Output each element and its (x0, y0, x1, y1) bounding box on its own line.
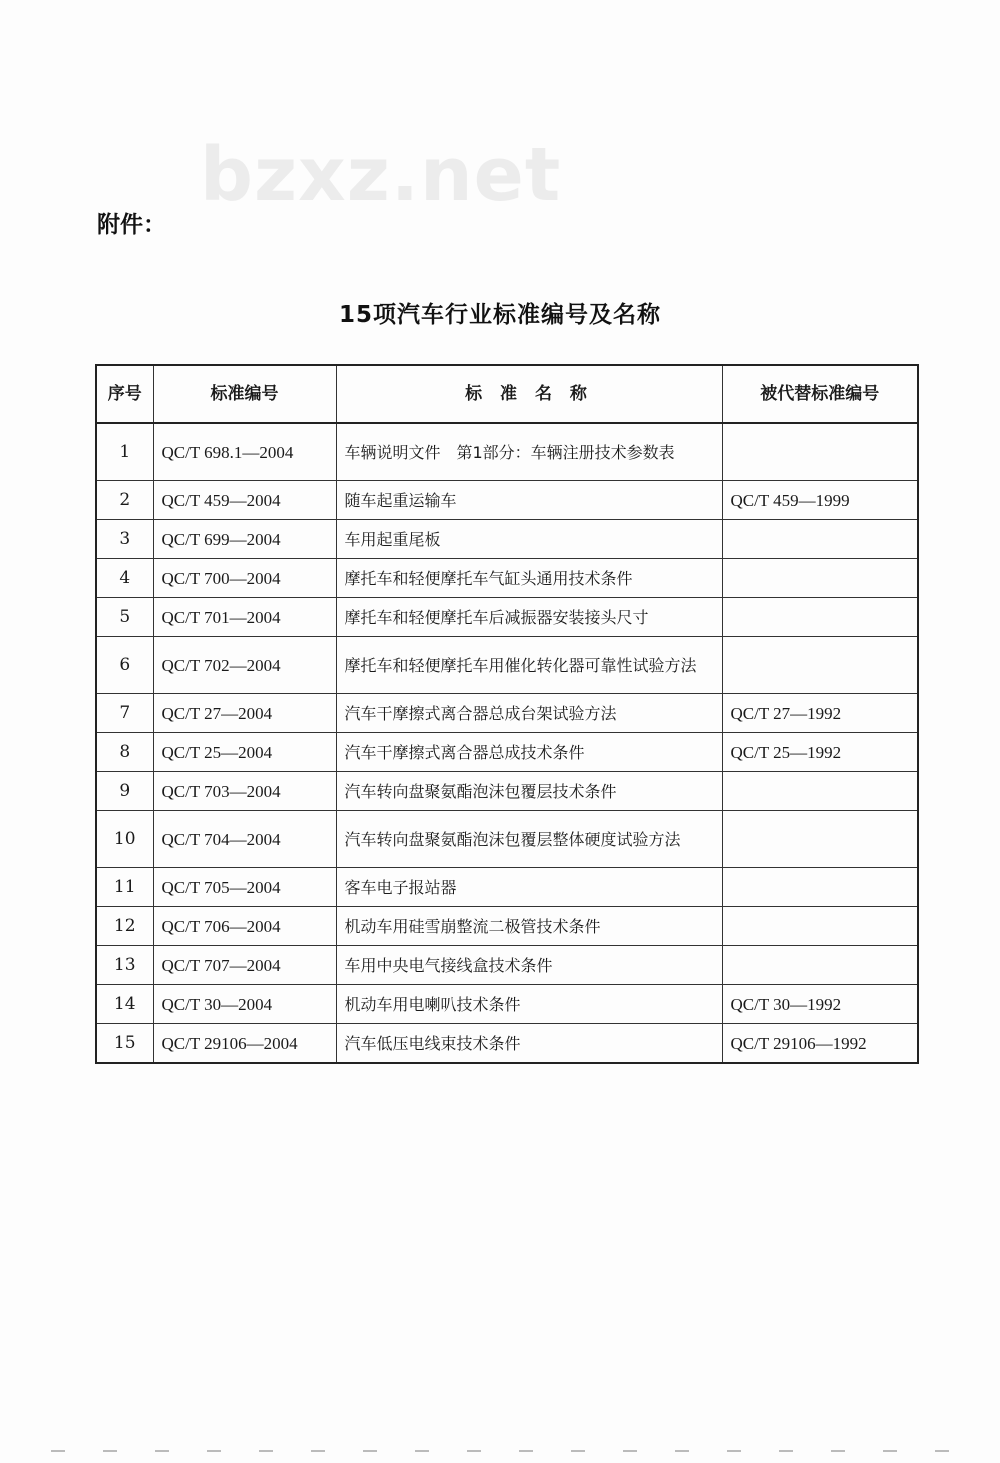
cell-standard-code: QC/T 706—2004 (153, 907, 336, 946)
cell-replaced-code (722, 598, 918, 637)
header-serial: 序号 (96, 365, 153, 423)
header-standard-code: 标准编号 (153, 365, 336, 423)
cell-replaced-code (722, 907, 918, 946)
page-title: 15项汽车行业标准编号及名称 (338, 302, 661, 328)
page-bottom-scan-marks (0, 1450, 1000, 1454)
cell-standard-name: 车辆说明文件 第1部分：车辆注册技术参数表 (336, 423, 722, 481)
cell-replaced-code (722, 811, 918, 868)
scan-mark (571, 1450, 585, 1452)
attachment-label: 附件： (97, 212, 166, 238)
scan-mark (467, 1450, 481, 1452)
cell-standard-name: 机动车用硅雪崩整流二极管技术条件 (336, 907, 722, 946)
scan-mark (831, 1450, 845, 1452)
scan-mark (935, 1450, 949, 1452)
cell-standard-code: QC/T 30—2004 (153, 985, 336, 1024)
cell-standard-code: QC/T 29106—2004 (153, 1024, 336, 1064)
cell-standard-name: 摩托车和轻便摩托车后减振器安装接头尺寸 (336, 598, 722, 637)
cell-standard-name: 摩托车和轻便摩托车用催化转化器可靠性试验方法 (336, 637, 722, 694)
cell-serial: 13 (96, 946, 153, 985)
cell-replaced-code (722, 520, 918, 559)
table-row (96, 559, 918, 598)
table-row (96, 423, 918, 481)
cell-serial: 10 (96, 811, 153, 868)
table-row (96, 907, 918, 946)
cell-serial: 3 (96, 520, 153, 559)
cell-standard-name: 机动车用电喇叭技术条件 (336, 985, 722, 1024)
cell-serial: 6 (96, 637, 153, 694)
table-row (96, 985, 918, 1024)
table-row (96, 694, 918, 733)
scan-mark (103, 1450, 117, 1452)
cell-replaced-code (722, 559, 918, 598)
cell-replaced-code: QC/T 29106—1992 (722, 1024, 918, 1064)
standards-table (95, 364, 919, 1064)
cell-replaced-code: QC/T 459—1999 (722, 481, 918, 520)
cell-serial: 12 (96, 907, 153, 946)
table-row (96, 946, 918, 985)
scan-mark (727, 1450, 741, 1452)
cell-standard-name: 汽车转向盘聚氨酯泡沫包覆层整体硬度试验方法 (336, 811, 722, 868)
cell-standard-name: 汽车低压电线束技术条件 (336, 1024, 722, 1064)
table-row (96, 772, 918, 811)
table-row (96, 1024, 918, 1064)
header-standard-name: 标 准 名 称 (336, 365, 722, 423)
cell-replaced-code (722, 772, 918, 811)
cell-standard-code: QC/T 704—2004 (153, 811, 336, 868)
cell-standard-name: 汽车干摩擦式离合器总成台架试验方法 (336, 694, 722, 733)
cell-serial: 1 (96, 423, 153, 481)
table-row (96, 637, 918, 694)
watermark: bzxz.net (200, 132, 562, 218)
cell-standard-name: 车用中央电气接线盒技术条件 (336, 946, 722, 985)
cell-standard-code: QC/T 459—2004 (153, 481, 336, 520)
cell-replaced-code: QC/T 30—1992 (722, 985, 918, 1024)
cell-serial: 8 (96, 733, 153, 772)
cell-serial: 7 (96, 694, 153, 733)
cell-standard-code: QC/T 703—2004 (153, 772, 336, 811)
scan-mark (623, 1450, 637, 1452)
cell-replaced-code (722, 946, 918, 985)
table-header-row (96, 365, 918, 423)
scan-mark (363, 1450, 377, 1452)
cell-standard-name: 摩托车和轻便摩托车气缸头通用技术条件 (336, 559, 722, 598)
cell-standard-code: QC/T 25—2004 (153, 733, 336, 772)
scan-mark (883, 1450, 897, 1452)
cell-standard-code: QC/T 707—2004 (153, 946, 336, 985)
cell-standard-name: 汽车转向盘聚氨酯泡沫包覆层技术条件 (336, 772, 722, 811)
cell-replaced-code: QC/T 25—1992 (722, 733, 918, 772)
cell-replaced-code (722, 423, 918, 481)
table-row (96, 868, 918, 907)
table-row (96, 481, 918, 520)
cell-standard-code: QC/T 699—2004 (153, 520, 336, 559)
cell-serial: 14 (96, 985, 153, 1024)
cell-serial: 11 (96, 868, 153, 907)
table-row (96, 733, 918, 772)
cell-replaced-code (722, 637, 918, 694)
cell-standard-code: QC/T 705—2004 (153, 868, 336, 907)
scan-mark (155, 1450, 169, 1452)
cell-standard-name: 随车起重运输车 (336, 481, 722, 520)
cell-replaced-code: QC/T 27—1992 (722, 694, 918, 733)
cell-standard-code: QC/T 701—2004 (153, 598, 336, 637)
cell-standard-name: 客车电子报站器 (336, 868, 722, 907)
scan-mark (675, 1450, 689, 1452)
cell-serial: 2 (96, 481, 153, 520)
header-replaced-code: 被代替标准编号 (722, 365, 918, 423)
cell-serial: 15 (96, 1024, 153, 1064)
scan-mark (259, 1450, 273, 1452)
scan-mark (311, 1450, 325, 1452)
cell-replaced-code (722, 868, 918, 907)
cell-standard-name: 车用起重尾板 (336, 520, 722, 559)
cell-standard-code: QC/T 698.1—2004 (153, 423, 336, 481)
cell-serial: 9 (96, 772, 153, 811)
scan-mark (415, 1450, 429, 1452)
table-row (96, 598, 918, 637)
cell-standard-code: QC/T 27—2004 (153, 694, 336, 733)
cell-serial: 4 (96, 559, 153, 598)
table-row (96, 811, 918, 868)
scan-mark (519, 1450, 533, 1452)
scan-mark (779, 1450, 793, 1452)
scan-mark (51, 1450, 65, 1452)
table-row (96, 520, 918, 559)
cell-standard-code: QC/T 702—2004 (153, 637, 336, 694)
cell-standard-name: 汽车干摩擦式离合器总成技术条件 (336, 733, 722, 772)
cell-standard-code: QC/T 700—2004 (153, 559, 336, 598)
cell-serial: 5 (96, 598, 153, 637)
scan-mark (207, 1450, 221, 1452)
